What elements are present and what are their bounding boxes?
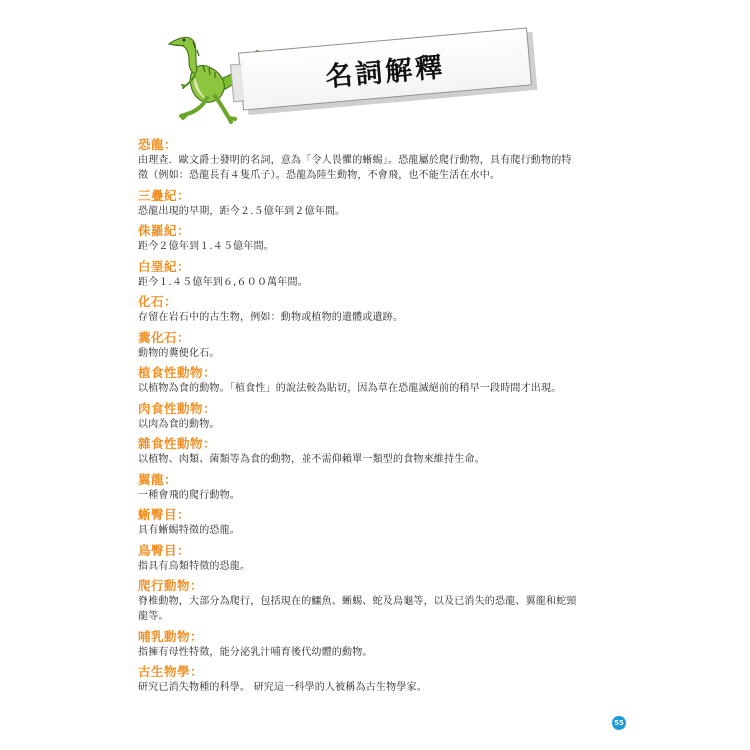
glossary-term: 蜥臀目： [138, 507, 191, 522]
glossary-term: 哺乳動物： [138, 628, 204, 644]
glossary-entry [138, 364, 608, 396]
glossary-term: 雜食性動物： [138, 436, 217, 451]
glossary-term: 植食性動物： [138, 365, 217, 380]
glossary-entry [138, 542, 608, 574]
glossary-entry [138, 471, 608, 503]
glossary-term: 三疊紀： [138, 187, 191, 203]
glossary-entry [138, 506, 608, 538]
glossary-term: 侏羅紀： [138, 223, 191, 238]
glossary-entry [138, 577, 608, 624]
glossary-term: 白堊紀： [138, 258, 191, 274]
glossary-definition-line: 研究已消失物種的科學。 研究這一科學的人被稱為古生物學家。 [138, 682, 427, 693]
glossary-term: 肉食性動物： [138, 400, 217, 416]
glossary-term: 鳥臀目： [138, 542, 191, 558]
glossary-term: 古生物學： [138, 664, 204, 679]
glossary-term: 翼龍： [138, 471, 178, 487]
glossary-definition-line: 龍等。 [138, 611, 169, 622]
glossary-definition-line: 存留在岩石中的古生物，例如：動物或植物的遺體或遺跡。 [138, 312, 404, 323]
page-number-badge: 55 [612, 716, 626, 730]
glossary-term: 糞化石： [138, 329, 191, 345]
glossary-definition-line: 指擁有母性特徵，能分泌乳汁哺育後代幼體的動物。 [138, 646, 373, 658]
glossary-definition-line: 以植物、肉類、菌類等為食的動物，並不需仰賴單一類型的食物來維持生命。 [138, 454, 485, 465]
glossary-entry [138, 222, 608, 254]
page-title: 名詞解釋 [324, 51, 447, 94]
glossary-definition-line: 恐龍出現的早期，距今２.５億年到２億年間。 [138, 205, 346, 217]
glossary-entry [138, 663, 608, 695]
title-banner [238, 27, 532, 110]
glossary-entry [138, 628, 608, 660]
glossary-definition-line: 脊椎動物，大部分為爬行，包括現在的鱷魚、蜥蜴、蛇及烏龜等，以及已消失的恐龍、翼龍和蛇頸 [138, 596, 577, 607]
glossary-entry [138, 136, 608, 183]
glossary-term: 恐龍： [138, 137, 178, 152]
glossary-entry [138, 329, 608, 361]
glossary-definition-line: 以肉為食的動物。 [138, 418, 220, 430]
glossary-definition-line: 由理查．歐文爵士發明的名詞，意為「令人畏懼的蜥蜴」。恐龍屬於爬行動物，具有爬行動物的特 [138, 155, 572, 166]
glossary-entry [138, 187, 608, 219]
glossary-definition-line: 徵（例如：恐龍長有４隻爪子）。恐龍為陸生動物，不會飛，也不能生活在水中。 [138, 170, 501, 181]
glossary-definition-line: 具有蜥蜴特徵的恐龍。 [138, 525, 240, 536]
glossary-entry [138, 293, 608, 325]
glossary-definition-line: 距今２億年到１.４５億年間。 [138, 241, 274, 252]
glossary-entry [138, 400, 608, 432]
glossary-definition-line: 指具有鳥類特徵的恐龍。 [138, 560, 251, 572]
glossary-term: 化石： [138, 294, 178, 309]
glossary-term: 爬行動物： [138, 578, 204, 593]
glossary-entry [138, 435, 608, 467]
glossary-list [138, 136, 608, 699]
glossary-entry [138, 258, 608, 290]
page-header [0, 0, 750, 130]
glossary-definition-line: 以植物為食的動物。「植食性」的說法較為貼切，因為草在恐龍滅絕前的稍早一段時間才出現。 [138, 383, 562, 394]
glossary-definition-line: 一種會飛的爬行動物。 [138, 489, 240, 501]
glossary-definition-line: 動物的糞便化石。 [138, 347, 220, 359]
glossary-definition-line: 距今１.４５億年到６,６００萬年間。 [138, 276, 308, 288]
